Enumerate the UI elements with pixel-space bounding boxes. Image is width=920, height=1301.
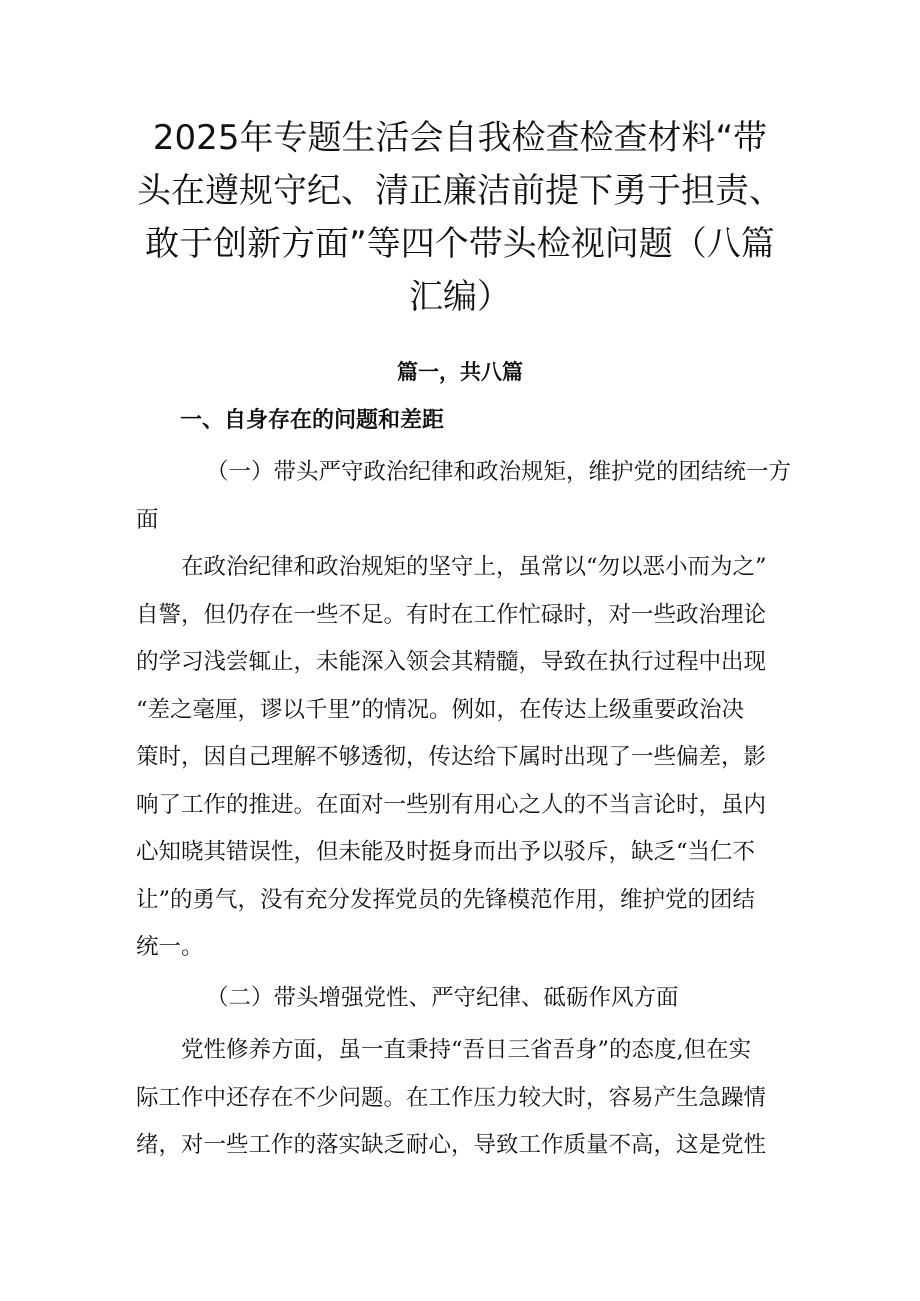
paragraph-1 <box>136 544 796 972</box>
title-line: 头在遵规守纪、清正廉洁前提下勇于担责、 <box>137 171 783 211</box>
paragraph-2 <box>136 1027 796 1170</box>
title-line: 敢于创新方面”等四个带头检视问题（八篇 <box>145 224 775 264</box>
subheading-2-line: （二）带头增强党性、严守纪律、砥砺作风方面 <box>206 985 679 1011</box>
subheading-1-line: （一）带头严守政治纪律和政治规矩，维护党的团结统一方 <box>206 459 792 485</box>
paragraph-line: 心知晓其错误性，但未能及时挺身而出予以驳斥，缺乏“当仁不 <box>136 839 756 865</box>
paragraph-line: 策时，因自己理解不够透彻，传达给下属时出现了一些偏差，影 <box>136 744 767 770</box>
heading-problems: 一、自身存在的问题和差距 <box>180 408 445 433</box>
paragraph-line: 在政治纪律和政治规矩的坚守上，虽常以“勿以恶小而为之” <box>181 554 767 580</box>
paragraph-line: 际工作中还存在不少问题。在工作压力较大时，容易产生急躁情 <box>136 1084 767 1111</box>
paragraph-line: 的学习浅尝辄止，未能深入领会其精髓，导致在执行过程中出现 <box>136 649 767 675</box>
title-line: 汇编） <box>409 277 511 317</box>
paragraph-line: 自警，但仍存在一些不足。有时在工作忙碌时，对一些政治理论 <box>136 601 767 628</box>
title-line: 2025年专题生活会自我检查检查材料“带 <box>152 118 768 158</box>
document-title <box>130 112 790 324</box>
subheading-1-line: 面 <box>136 506 159 533</box>
paragraph-line: 统一。 <box>136 934 204 960</box>
paragraph-line: 响了工作的推进。在面对一些别有用心之人的不当言论时，虽内 <box>136 791 767 818</box>
paragraph-line: “差之毫厘，谬以千里”的情况。例如，在传达上级重要政治决 <box>136 696 745 723</box>
paragraph-line: 党性修养方面，虽一直秉持“吾日三省吾身”的态度,但在实 <box>181 1037 752 1063</box>
subheading-2 <box>136 975 796 1023</box>
section-label: 篇一，共八篇 <box>397 359 523 384</box>
subheading-1 <box>136 449 796 544</box>
paragraph-line: 绪，对一些工作的落实缺乏耐心，导致工作质量不高，这是党性 <box>136 1132 767 1158</box>
paragraph-line: 让”的勇气，没有充分发挥党员的先锋模范作用，维护党的团结 <box>136 886 756 913</box>
